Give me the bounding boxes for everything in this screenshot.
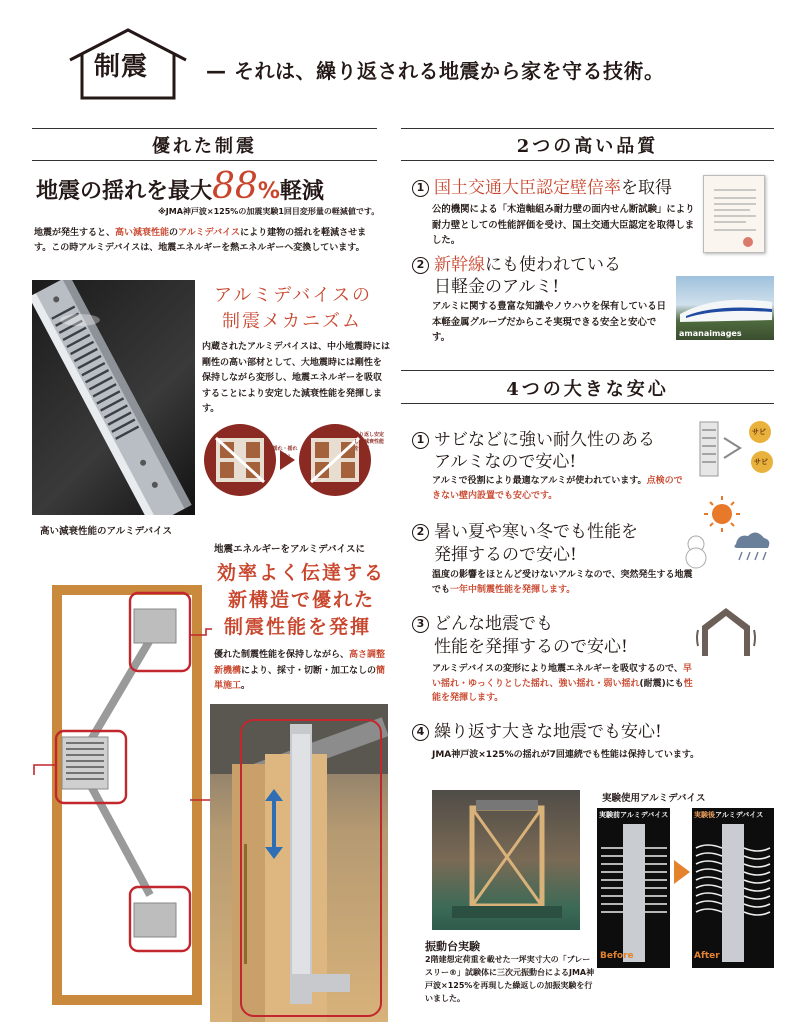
safety-2-title: 2 暑い夏や寒い冬でも性能を xyxy=(412,520,638,544)
safety-3-text: アルミデバイスの変形により地震エネルギーを吸収するので、早い揺れ・ゆっくりとした揺れ、強い揺れ・弱い揺れ(耐震)にも性能を発揮します。 xyxy=(432,664,693,703)
badge-text: 制震 xyxy=(94,52,149,82)
safety-1-text: アルミで役割により最適なアルミが使われています。点検のできない壁内設置でも安心です。 xyxy=(432,476,683,501)
header-tagline: — それは、繰り返される地震から家を守る技術。 xyxy=(206,59,665,83)
device-before-illustration xyxy=(597,808,670,968)
mechanism-text: 内蔵されたアルミデバイスは、中小地震時には剛性の高い部材として、大地震時には剛性を保持しながら変形し、地震エネルギーを吸収することにより安定した減衰性能を発揮します。 xyxy=(202,342,391,414)
certificate-image xyxy=(703,175,765,253)
safety-4-title: 4 繰り返す大きな地震でも安心! xyxy=(412,720,662,744)
safety-2-text: 温度の影響をほとんど受けないアルミなので、突然発生する地震でも一年中制震性能を発揮します。 xyxy=(432,570,693,595)
device-caption: 高い減衰性能のアルミデバイス xyxy=(40,526,172,537)
before-label: Before xyxy=(600,951,634,961)
after-label: After xyxy=(694,951,720,961)
device-after-illustration xyxy=(692,808,774,968)
quality-2-title-line2: 日軽金のアルミ! xyxy=(434,277,560,297)
safety-4-text: JMA神戸波×125%の揺れが7回連続でも性能は保持しています。 xyxy=(432,750,700,760)
divider xyxy=(401,403,774,404)
headline-percent: % xyxy=(257,179,280,204)
house-earthquake-icon xyxy=(694,604,758,658)
headline-number: 88 xyxy=(212,166,258,207)
quality-1-text: 公的機関による「木造軸組み耐力壁の面内せん断試験」により耐力壁としての性能評価を受け、国土交通大臣認定を取得しました。 xyxy=(432,204,695,246)
energy-headline-2: 新構造で優れた xyxy=(228,589,376,611)
arrow-right-icon xyxy=(674,860,690,884)
height-adjust-arrow-icon xyxy=(265,789,283,859)
section-title-excellent: 優れた制震 xyxy=(152,136,257,157)
photo-credit: amanaimages xyxy=(679,329,742,338)
diagram-right-label: 繰り返し安定した減衰性能を発揮 xyxy=(354,432,385,452)
header xyxy=(0,0,799,110)
test-text: 2階建想定荷重を載せた一坪実寸大の「ブレースリー®」試験体に三次元振動台によるJMA神戸波×125%を再現した繰返しの加振実験を行いました。 xyxy=(425,955,595,1003)
quality-2-title: 2 新幹線にも使われている xyxy=(412,253,621,277)
energy-text: 優れた制震性能を保持しながら、高さ調整新機構により、採寸・切断・加工なしの簡単施工。 xyxy=(214,650,386,691)
test-frame-illustration xyxy=(432,790,580,930)
safety-1-title: 1 サビなどに強い耐久性のある xyxy=(412,428,655,452)
rust-resistance-icon xyxy=(690,418,774,480)
after-device-panel xyxy=(692,808,774,968)
quality-2-text: アルミに関する豊富な知識やノウハウを保有している日本軽金属グループだからこそ実現できる安全と安心です。 xyxy=(432,301,667,343)
device-photo xyxy=(32,280,195,515)
diagram-mid-label: 揺れ・揺れない xyxy=(272,446,298,459)
installation-photo-outline xyxy=(240,719,382,1017)
headline-text: 地震の揺れを最大 xyxy=(36,178,213,204)
divider xyxy=(401,160,774,161)
used-device-title: 実験使用アルミデバイス xyxy=(602,793,706,804)
mechanism-title-1: アルミデバイスの xyxy=(214,285,373,306)
weather-icons xyxy=(676,494,774,570)
safety-3-title-line2: 性能を発揮するので安心! xyxy=(434,637,628,657)
intro-paragraph: 地震が発生すると、高い減衰性能のアルミデバイスにより建物の揺れを軽減させます。この時アルミデバイスは、地震エネルギーを熱エネルギーへ変換しています。 xyxy=(34,228,367,253)
divider xyxy=(32,160,377,161)
section-title-safety: 4つの大きな安心 xyxy=(506,379,669,400)
after-tag: 実験後アルミデバイス xyxy=(694,811,764,819)
before-tag: 実験前アルミデバイス xyxy=(599,811,669,819)
safety-2-title-line2: 発揮するので安心! xyxy=(434,545,577,565)
footnote: ※JMA神戸波×125%の加震実験1回目変形量の軽減値です。 xyxy=(158,207,380,216)
shinkansen-photo xyxy=(676,276,774,340)
section-title-quality: 2つの高い品質 xyxy=(516,136,659,157)
installation-photo xyxy=(210,704,388,1022)
shake-table-photo xyxy=(432,790,580,930)
safety-3-title: 3 どんな地震でも xyxy=(412,612,553,636)
divider xyxy=(32,128,377,129)
quality-1-title: 1 国土交通大臣認定壁倍率を取得 xyxy=(412,176,672,200)
aluminum-device-illustration xyxy=(32,280,195,515)
safety-1-title-line2: アルミなので安心! xyxy=(434,452,577,472)
before-device-panel xyxy=(597,808,670,968)
divider xyxy=(401,370,774,371)
headline-text-end: 軽減 xyxy=(279,178,324,204)
main-headline xyxy=(36,166,324,207)
energy-lead: 地震エネルギーをアルミデバイスに xyxy=(214,544,365,555)
rust-label-bottom: サビ xyxy=(754,458,768,466)
test-title: 振動台実験 xyxy=(425,940,480,953)
mechanism-title-2: 制震メカニズム xyxy=(222,311,362,332)
divider xyxy=(401,128,774,129)
energy-headline-3: 制震性能を発揮 xyxy=(224,616,372,638)
energy-headline-1: 効率よく伝達する xyxy=(217,562,386,584)
rust-label-top: サビ xyxy=(752,428,766,436)
